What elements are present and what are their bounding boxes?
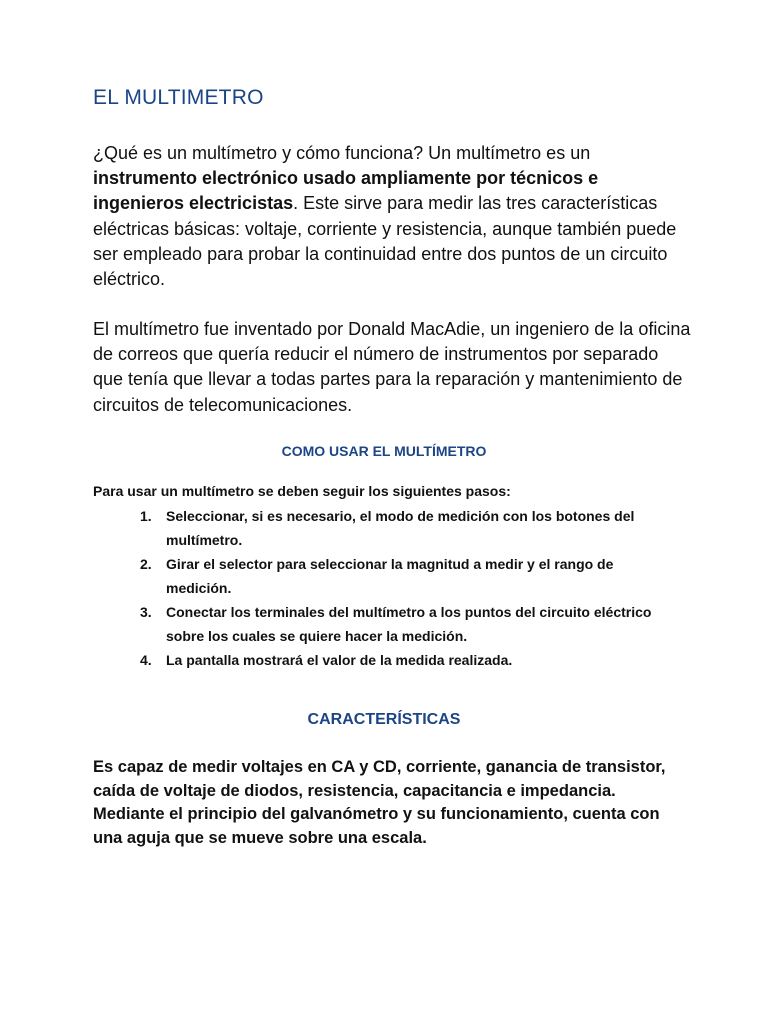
intro-text-start: ¿Qué es un multímetro y cómo funciona? Un multímetro es un (93, 143, 591, 163)
step-text: Girar el selector para seleccionar la magnitud a medir y el rango de medición. (166, 556, 614, 596)
features-paragraph: Es capaz de medir voltajes en CA y CD, corriente, ganancia de transistor, caída de voltaje de diodos, resistencia, capacitancia e impedancia. Mediante el principio del galvanómetro y su funcionamiento, cuenta con una aguja que se mueve sobre una escala. (93, 758, 666, 847)
step-text: Seleccionar, si es necesario, el modo de medición con los botones del multímetro. (166, 508, 635, 548)
usage-step (140, 600, 680, 648)
step-number: 4. (140, 652, 152, 668)
document-title: EL MULTIMETRO (93, 86, 264, 109)
usage-step (140, 504, 680, 552)
usage-step (140, 552, 680, 600)
step-text: La pantalla mostrará el valor de la medida realizada. (166, 652, 513, 668)
step-text: Conectar los terminales del multímetro a los puntos del circuito eléctrico sobre los cuales se quiere hacer la medición. (166, 604, 652, 644)
step-number: 1. (140, 508, 152, 524)
usage-intro: Para usar un multímetro se deben seguir los siguientes pasos: (93, 483, 511, 499)
step-number: 3. (140, 604, 152, 620)
features-heading: CARACTERÍSTICAS (307, 711, 461, 728)
intro-bold-text: instrumento electrónico usado ampliamente por técnicos e ingenieros electricistas (93, 168, 599, 214)
usage-steps-list (140, 504, 680, 672)
intro-text-end: . Este sirve para medir las tres características eléctricas básicas: voltaje, corriente y resistencia, aunque también puede ser empleado para probar la continuidad entre dos puntos de un circuito eléctrico. (93, 193, 677, 290)
usage-step (140, 648, 680, 672)
history-paragraph: El multímetro fue inventado por Donald MacAdie, un ingeniero de la oficina de correos que quería reducir el número de instrumentos por separado que tenía que llevar a todas partes para la reparación y mantenimiento de circuitos de telecomunicaciones. (93, 319, 691, 415)
intro-paragraph (93, 141, 693, 292)
step-number: 2. (140, 556, 152, 572)
usage-heading: COMO USAR EL MULTÍMETRO (281, 443, 487, 459)
